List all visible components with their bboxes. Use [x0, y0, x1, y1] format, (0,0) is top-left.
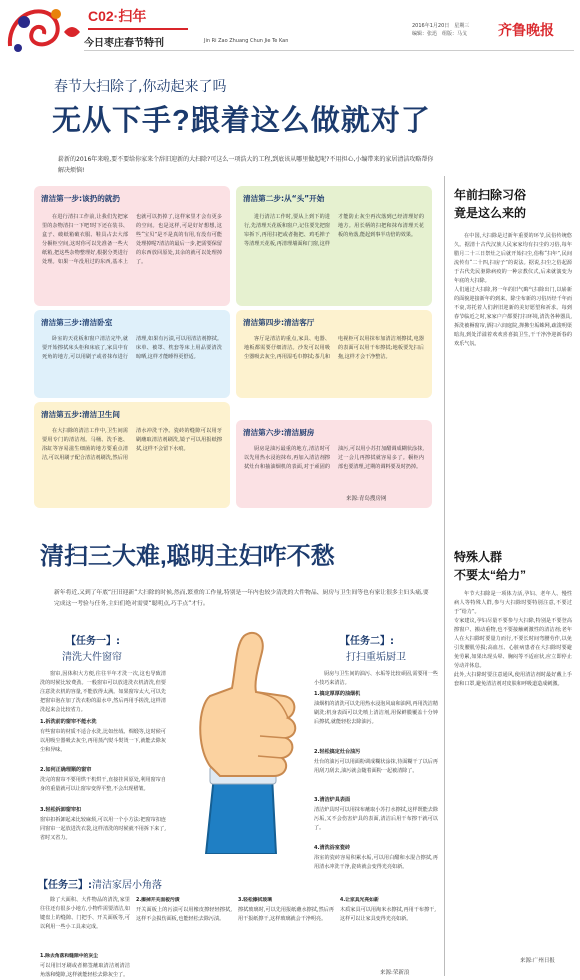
- task-sub-title: 2.擦掉开关面板污渍: [136, 898, 180, 903]
- header-red-rule: [88, 28, 188, 30]
- lead-intro: 崭新的2016年来啦,要不要给你家来个辞旧迎新的大扫除?可这么一项浩大的工程,到底该从哪里做起呢?不用担心,小编带来的家居清洁攻略帮你解决烦恼!: [58, 156, 434, 174]
- task-sub-text: 洗完的窗帘不要用烘干机烘干,直接挂回原处,利用窗帘自身的重量就可以让窗帘变得平整,不会出现褶皱。: [40, 777, 166, 792]
- tip-title: 清洁第三步:清洁卧室: [41, 318, 113, 327]
- special-issue-pinyin: Jin Ri Zao Zhuang Chun Jie Te Kan: [204, 38, 289, 44]
- section-intro: 新年将近,又到了年底“汪旧迎新”大扫除的时候,然而,繁重的工作量,特别是一年内也较少清洗的大件物品、厨房与卫生间等也有家让很多主妇头痛,要完成这一考验与任务,主妇们绝对需要“聪明点,巧手点”才行。: [54, 590, 429, 607]
- sidebar-source: 来源:广州日报: [520, 958, 555, 964]
- newspaper-masthead: 齐鲁晚报: [498, 24, 554, 39]
- task-text: 窗帘,因体积大方便,往往半年才洗一次,这也导致清洗的时候比较费劲。一般窗帘可以放进洗衣机清洗,但要注意洗衣机的容量,不能放得太满。如果窗帘太大,可以先把窗帘泡在加了洗衣粉的温水中,然后再用手搓洗,这样清洗起来会比较省力。: [40, 671, 166, 713]
- task-title: 清洁家居小角落: [92, 880, 162, 891]
- task-sub-text: 开关面板上的污渍可以用橡皮擦轻轻擦拭,这样不会损伤面板,也能轻松去除污渍。: [136, 907, 232, 922]
- section-headline: 清扫三大难,聪明主妇咋不愁: [40, 543, 335, 570]
- task-text: 厨房与卫生间的油污、水垢等比较顽固,需要用一些小技巧来清洁。: [314, 671, 438, 686]
- issue-editors: 编辑：张迅 组版：马戈: [412, 31, 468, 37]
- task-sub-title: 2.轻松搞定灶台油污: [314, 749, 361, 755]
- task-sub-title: 4.让家具光亮如新: [340, 898, 379, 903]
- folk-art-logo: [4, 2, 84, 57]
- tip-text: 在大扫除的清洁工作中,卫生间需要用专门的清洁剂。马桶、洗手池、浴缸等容易滋生细菌的地方要重点清洁,可以用刷子配合清洁剂刷洗,然后用清水冲洗干净。瓷砖的缝隙可以用牙刷蘸取清洁剂刷洗,镜子可以用报纸擦拭,这样不会留下水痕。: [42, 428, 222, 461]
- kicker: 春节大扫除了,你动起来了吗: [54, 79, 227, 95]
- main-headline: 无从下手?跟着这么做就对了: [52, 105, 431, 137]
- task-sub-text: 油烟机的清洗可以先用热水浸泡风扇和油网,再用洗洁精刷洗;机身表面可以先喷上清洁剂,用保鲜膜覆盖十分钟后擦拭,就能轻松去除油污。: [314, 701, 438, 725]
- task-sub-title: 3.轻松擦拭玻璃: [238, 898, 272, 903]
- tip-box-2: [236, 186, 432, 306]
- thumbs-up-illustration: [176, 626, 302, 854]
- sidebar-text-special-groups: 年节大扫除是一项体力活,孕妇、老年人、慢性病人等特殊人群,参与大扫除时要特别注意,不要过于“给力”。 专家建议,孕妇尽量不要参与大扫除,特别是不要登高擦窗户、搬动重物,也不要接触刺激性的清洁剂;老年人在大扫除时要量力而行,不要长时间弯腰劳作,以免引发腰肌劳损;高血压、心脏病患者在大扫除时要避免劳累,如果出现头晕、胸闷等不适症状,应立即停止劳动并休息。 此外,大扫除时要注意通风,使用清洁剂时最好戴上手套和口罩,避免清洁剂对皮肤和呼吸道造成刺激。: [454, 591, 572, 687]
- tip-title: 清洁第四步:清洁客厅: [243, 318, 315, 327]
- task-label: 【任务一】:: [66, 636, 120, 647]
- task-label: 【任务三】:: [38, 880, 92, 891]
- section-tag: C02·扫年: [88, 8, 147, 24]
- issue-date: 2016年1月20日 星期三: [412, 23, 470, 29]
- tip-text: 厨房是油污最重的地方,清洁时可以先用热水浸泡抹布,再加入清洁剂擦拭灶台和抽油烟机的表面,对于顽固的油污,可以用小苏打加醋调成糊状涂抹,过一会儿再擦拭就容易多了。橱柜内部也要清理,过期的调料要及时扔掉。: [244, 446, 424, 470]
- tip-box-4: [236, 310, 432, 398]
- task-label: 【任务二】:: [340, 636, 394, 647]
- task-sub-title: 4.清洗浴室瓷砖: [314, 845, 351, 851]
- sidebar-text-customs: 在中国,大扫除是过新年重要的环节,民俗传统悠久。据清十古代汉族人民家家均有扫尘的习俗,每年腊月二十三日祭灶之后就开始扫尘,俗称“扫年”,民间流传有“二十四,扫房子”的说法。据说,扫尘之俗起源于古代先民驱除病疫的一种宗教仪式,后来就演变为年底的大扫除。 人们通过大扫除,将一年的旧气晦气扫除出门,以崭新的面貌迎接新年的到来。除尘布新的习俗历经千年而不衰,寄托着人们辞旧迎新的美好愿望和祈求。每到春节临近之时,家家户户都要打扫环境,清洗各种器具,拆洗被褥窗帘,洒扫六闾庭院,掸拂尘垢蛛网,疏浚明渠暗沟,到处洋溢着欢欢喜喜搞卫生,干干净净迎新春的欢乐气氛。: [454, 233, 572, 347]
- sidebar-title-customs: 年前扫除习俗 竟是这么来的: [454, 188, 527, 220]
- task-sub-title: 1.搞定厚厚的油烟机: [314, 691, 361, 697]
- tip-box-5: [34, 402, 230, 508]
- task-sub-title: 3.清洁炉具表面: [314, 797, 351, 803]
- task-title: 打扫重垢厨卫: [346, 652, 406, 663]
- tip-text: 在进行清扫工作前,让我们先把家里的杂物清扫一下吧!时下还在装书、盒子、破纸箱破衣服、鞋具占去大部分橱柜空间,这时你可以先准备一些大纸箱,把这些杂物整理好,根据分类进行处理。如果一年没用过的东西,基本上也就可以扔掉了,这样家里才会有更多的空间。也是这样,可是好好想想,这些“宝贝”是不是真的有用,有没有可能处理掉呢?清洁的最后一步,把需要保留的东西放回原处,其余的就可以处理掉了。: [42, 214, 222, 265]
- task-sub-text: 灶台的油污可以用面粉调成糊状涂抹,待面糊干了以后再用刮刀刮去,油污就会随着面粉一起被清除了。: [314, 759, 438, 774]
- task-sub-title: 3.轻松拆卸窗帘扣: [40, 807, 82, 813]
- task-sub-text: 有些窗帘的材质不适合水洗,比如丝绒、绸缎等,这时候可以用吸尘器吸去灰尘,再用蒸汽熨斗熨烫一下,就能去除灰尘和异味。: [40, 729, 166, 753]
- special-issue-title: 今日枣庄春节特刊: [84, 38, 164, 49]
- tip-box-3: [34, 310, 230, 398]
- tip-title: 清洁第六步:清洁厨房: [243, 428, 315, 437]
- tip-text: 卧室的天花板和窗户清洁完毕,就要开始擦拭床头柜和床底了,家具中有死角的地方,可以用刷子或者抹布进行清理,如果有污渍,可以用清洁剂擦拭。床单、被罩、枕套等床上用品要清洗晾晒,这样才能睡得更舒适。: [42, 336, 222, 360]
- section-source: 来源:荣新浪: [380, 970, 410, 976]
- task-sub-text: 窗帘扣拆卸起来比较麻烦,可以用一个小方法:把窗帘扣连同窗帘一起放进洗衣袋,这样清洗的时候就不用拆下来了,省时又省力。: [40, 817, 166, 841]
- task-sub-title: 2.如何正确理顺的窗帘: [40, 767, 92, 773]
- box-source: 来源:青岛搜房网: [346, 496, 387, 502]
- task-text: 除了大面积、大件物品的清洗,家里往往还有很多小地方,小物件需要清洁,如键盘上的缝隙、门把手、开关面板等,可以利用一些小工具来完成。: [40, 897, 130, 930]
- header-rule: [84, 50, 574, 51]
- task-sub-text: 可以用旧牙刷或者棉签蘸取清洁剂清洁角落和缝隙,这样就能轻松去除灰尘了。: [40, 963, 130, 978]
- task-sub-text: 擦拭玻璃时,可以先用报纸蘸水擦拭,然后再用干报纸擦干,这样玻璃就会干净明亮。: [238, 907, 334, 922]
- task-sub-text: 浴室的瓷砖容易积累水垢,可以用白醋和水混合擦拭,再用清水冲洗干净,瓷砖就会变得光亮如新。: [314, 855, 438, 870]
- tip-title: 清洁第五步:清洁卫生间: [41, 410, 120, 419]
- task-sub-text: 清洁炉具时可以用抹布蘸取小苏打水擦拭,这样既能去除污垢,又不会伤害炉具的表面,清洁后用干布擦干就可以了。: [314, 807, 438, 831]
- tip-box-6: [236, 420, 432, 508]
- task-3-heading: [38, 876, 162, 891]
- task-title: 清洗大件窗帘: [62, 652, 122, 663]
- task-sub-text: 木质家具可以用淘米水擦拭,再用干布擦干,这样可以让家具变得光亮如新。: [340, 907, 436, 922]
- tip-text: 客厅是清洁的重点,家具、电器、地板都需要仔细清洁。沙发可以用吸尘器吸去灰尘,再用湿毛巾擦拭;茶几和电视柜可以用抹布加清洁剂擦拭,电器的表面可以用干布擦拭;地板要先扫后拖,这样才会干净整洁。: [244, 336, 424, 360]
- sidebar-divider: [444, 176, 445, 976]
- tip-title: 清洁第二步:从“头”开始: [243, 194, 325, 203]
- task-sub-title: 1.除去角落和缝隙中的灰尘: [40, 954, 98, 959]
- tip-text: 进行清洁工作时,要从上到下的进行,先清理天花板和窗户,记住要先把窗帘拆下,再用扫把或者拖把、鸡毛掸子等清理天花板,再清理墙面和门窗,这样才能防止灰尘再次落到已经清理好的地方。用长柄的扫把和抹布清理天花板的角落,能起到事半功倍的效果。: [244, 214, 424, 247]
- sidebar-title-special-groups: 特殊人群 不要太“给力”: [454, 550, 527, 582]
- tip-title: 清洁第一步:该扔的就扔: [41, 194, 120, 203]
- task-sub-title: 1.拆洗前的窗帘不能水洗: [40, 719, 97, 725]
- tip-box-1: [34, 186, 230, 306]
